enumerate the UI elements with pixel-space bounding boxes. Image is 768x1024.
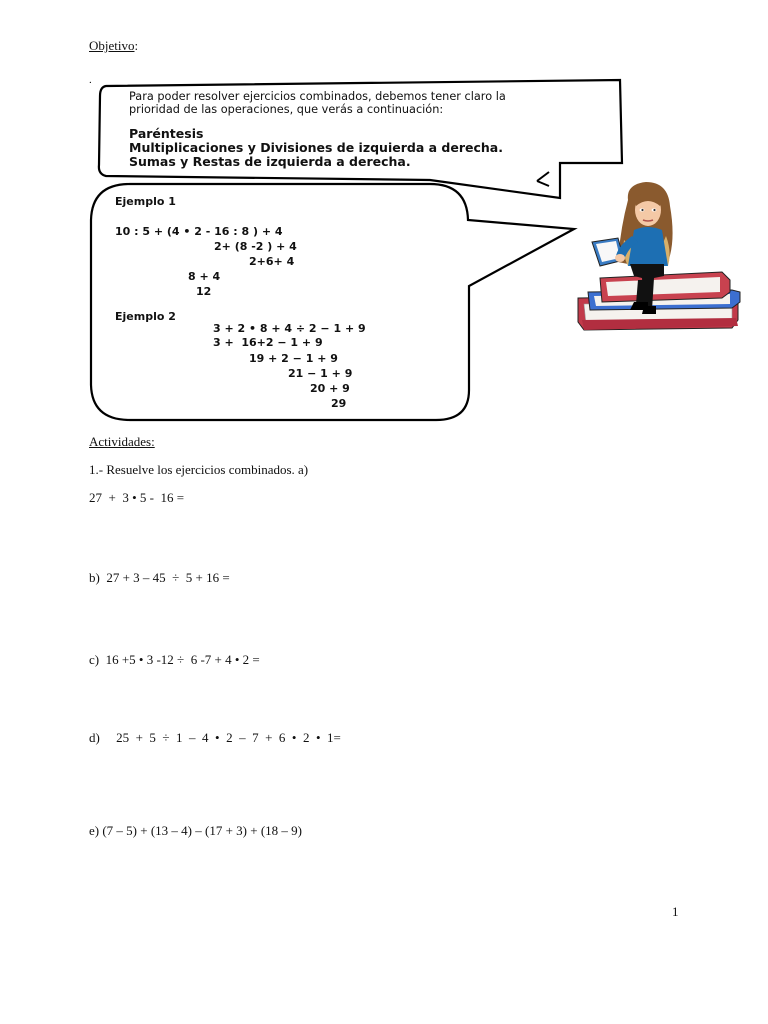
rule-add-sub: Sumas y Restas de izquierda a derecha.: [129, 154, 411, 169]
example-2-title: Ejemplo 2: [115, 310, 176, 323]
example-1-title: Ejemplo 1: [115, 195, 176, 208]
exercise-a: 27 + 3 • 5 - 16 =: [89, 490, 185, 505]
priority-rules: [129, 127, 503, 169]
example-1-step-3: 2+6+ 4: [249, 255, 295, 268]
teacher-reading-illustration: [572, 180, 744, 340]
exercise-c: c) 16 +5 • 3 -12 ÷ 6 -7 + 4 • 2 =: [89, 652, 260, 667]
example-2-step-2: 3 + 16+2 − 1 + 9: [213, 336, 323, 349]
exercise-d: d) 25 + 5 ÷ 1 – 4 • 2 – 7 + 6 • 2 • 1=: [89, 730, 341, 745]
rule-mult-div: Multiplicaciones y Divisiones de izquierda a derecha.: [129, 140, 503, 155]
example-2-step-3: 19 + 2 − 1 + 9: [249, 352, 338, 365]
example-2-step-1: 3 + 2 • 8 + 4 ÷ 2 − 1 + 9: [213, 322, 366, 335]
bullet-mark: .: [89, 74, 92, 86]
objective-label: Objetivo: [89, 38, 135, 53]
intro-line-1: Para poder resolver ejercicios combinados, debemos tener claro la: [129, 90, 506, 103]
example-2-step-4: 21 − 1 + 9: [288, 367, 353, 380]
exercise-e: e) (7 – 5) + (13 – 4) – (17 + 3) + (18 – 9): [89, 823, 302, 838]
example-1-step-2: 2+ (8 -2 ) + 4: [214, 240, 297, 253]
activities-instruction: 1.- Resuelve los ejercicios combinados. a): [89, 462, 309, 477]
example-1-step-1: 10 : 5 + (4 • 2 - 16 : 8 ) + 4: [115, 225, 283, 238]
objective-colon: :: [134, 38, 139, 53]
example-2-step-6: 29: [331, 397, 347, 410]
exercise-b: b) 27 + 3 – 45 ÷ 5 + 16 =: [89, 570, 230, 585]
example-1-step-4: 8 + 4: [188, 270, 221, 283]
intro-line-2: prioridad de las operaciones, que verás a continuación:: [129, 103, 444, 116]
example-2-step-5: 20 + 9: [310, 382, 350, 395]
example-1-step-5: 12: [196, 285, 212, 298]
page-number: 1: [672, 904, 679, 919]
rule-parentheses: Paréntesis: [129, 126, 204, 141]
book-stack-icon: [578, 272, 740, 330]
activities-heading: Actividades:: [89, 434, 155, 449]
